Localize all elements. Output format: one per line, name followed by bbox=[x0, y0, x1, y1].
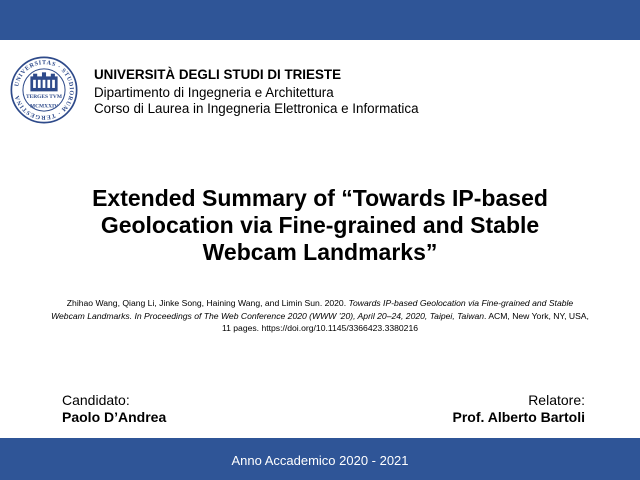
seal-ring-text: UNIVERSITAS · STUDIORUM · TERGESTINA bbox=[14, 60, 74, 120]
supervisor-name: Prof. Alberto Bartoli bbox=[452, 409, 585, 425]
citation-tail: . ACM, New York, NY, USA, 11 pages. https://doi.org/10.1145/3366423.3380216 bbox=[221, 310, 589, 333]
title-line-1: Extended Summary of “Towards IP-based bbox=[92, 185, 548, 211]
paper-citation bbox=[50, 297, 590, 335]
course-name: Corso di Laurea in Ingegneria Elettronica e Informatica bbox=[94, 101, 419, 116]
top-banner bbox=[0, 0, 640, 40]
title-line-3: Webcam Landmarks” bbox=[202, 239, 438, 265]
candidate-name: Paolo D’Andrea bbox=[62, 409, 167, 425]
seal-year: MCMXXIV bbox=[29, 103, 59, 110]
university-seal-icon bbox=[10, 56, 78, 124]
department-name: Dipartimento di Ingegneria e Architettura bbox=[94, 85, 334, 100]
citation-proceedings: . In Proceedings of The Web Conference 2020 (WWW ’20), April 20–24, 2020, Taipei, Taiwan bbox=[129, 310, 485, 321]
citation-authors: Zhihao Wang, Qiang Li, Jinke Song, Haining Wang, and Limin Sun. 2020. bbox=[66, 298, 349, 308]
presentation-title bbox=[40, 185, 600, 266]
citation-paper-title: Towards IP-based Geolocation via Fine-grained and Stable Webcam Landmarks bbox=[51, 298, 574, 321]
title-line-2: Geolocation via Fine-grained and Stable bbox=[100, 212, 540, 238]
university-name: UNIVERSITÀ DEGLI STUDI DI TRIESTE bbox=[94, 67, 342, 82]
seal-motto: TERGES TVM bbox=[25, 94, 63, 101]
academic-year: Anno Accademico 2020 - 2021 bbox=[231, 453, 409, 468]
supervisor-label: Relatore: bbox=[528, 392, 585, 408]
candidate-label: Candidato: bbox=[62, 392, 130, 408]
